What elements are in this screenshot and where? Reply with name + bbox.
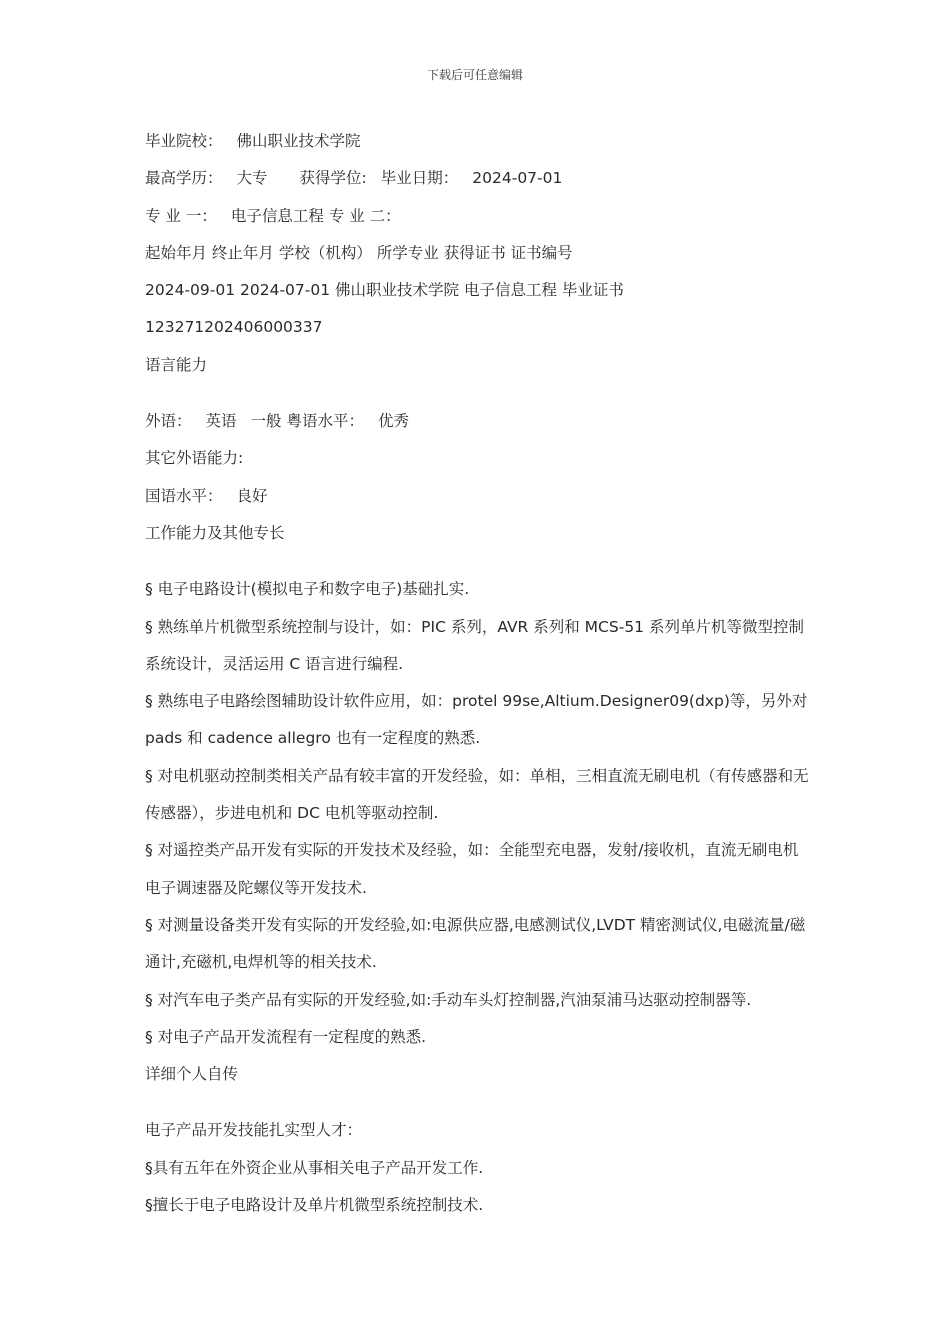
- skill-item: § 对汽车电子类产品有实际的开发经验,如:手动车头灯控制器,汽油泵浦马达驱动控制器等.: [145, 990, 752, 1009]
- degree-line: [145, 160, 810, 197]
- mandarin-line: [145, 478, 810, 515]
- skill-item: § 对遥控类产品开发有实际的开发技术及经验，如：全能型充电器，发射/接收机，直流无刷电机电子调速器及陀螺仪等开发技术.: [145, 841, 799, 897]
- autobiography-intro: 电子产品开发技能扎实型人才：: [145, 1121, 363, 1140]
- skill-item: § 熟练电子电路绘图辅助设计软件应用，如：protel 99se,Altium.Designer09(dxp)等，另外对 pads 和 cadence allegro 也有一定程度的熟悉.: [145, 692, 808, 748]
- grad-date-value: 2024-07-01: [472, 169, 563, 188]
- cantonese-value: 优秀: [378, 412, 410, 431]
- foreign-language-line: [145, 403, 810, 440]
- history-header: 起始年月 终止年月 学校（机构） 所学专业 获得证书 证书编号: [145, 243, 573, 262]
- other-language-line: 其它外语能力:: [145, 449, 244, 468]
- school-value: 佛山职业技术学院: [236, 132, 361, 150]
- history-row: 2024-09-01 2024-07-01 佛山职业技术学院 电子信息工程 毕业证书: [145, 281, 624, 300]
- autobiography-item: §具有五年在外资企业从事相关电子产品开发工作.: [145, 1158, 484, 1177]
- skill-item: § 熟练单片机微型系统控制与设计，如：PIC 系列，AVR 系列和 MCS-51 系列单片机等微型控制系统设计，灵活运用 C 语言进行编程.: [145, 617, 804, 673]
- school-line: [145, 123, 810, 160]
- header-note: 下载后可任意编辑: [426, 68, 523, 82]
- major1-value: 电子信息工程: [230, 206, 324, 225]
- autobiography-item: §擅长于电子电路设计及单片机微型系统控制技术.: [145, 1196, 484, 1215]
- mandarin-label: 国语水平：: [145, 486, 223, 505]
- autobiography-section-title: 详细个人自传: [145, 1065, 239, 1084]
- mandarin-value: 良好: [236, 486, 268, 505]
- resume-content: [145, 123, 810, 1224]
- major-line: [145, 198, 810, 235]
- major1-label: 专 业 一：: [145, 206, 217, 225]
- skill-item: § 对电机驱动控制类相关产品有较丰富的开发经验，如：单相，三相直流无刷电机（有传感器和无传感器），步进电机和 DC 电机等驱动控制.: [145, 766, 809, 823]
- degree-value: 大专: [236, 169, 268, 188]
- skills-section-title: 工作能力及其他专长: [145, 523, 285, 542]
- foreign-value: 英语: [205, 412, 237, 431]
- foreign-label: 外语：: [145, 412, 192, 431]
- skill-item: § 对电子产品开发流程有一定程度的熟悉.: [145, 1027, 427, 1046]
- language-section-title: 语言能力: [145, 355, 208, 374]
- major2-label: 专 业 二：: [328, 206, 401, 225]
- degree-label: 最高学历：: [145, 169, 223, 188]
- grad-date-label: 毕业日期：: [380, 169, 459, 188]
- skill-item: § 对测量设备类开发有实际的开发经验,如:电源供应器,电感测试仪,LVDT 精密测试仪,电磁流量/磁通计,充磁机,电焊机等的相关技术.: [145, 915, 806, 972]
- cantonese-label: 粤语水平：: [286, 412, 364, 431]
- diploma-label: 获得学位:: [299, 169, 367, 188]
- certificate-number: 123271202406000337: [145, 318, 323, 337]
- school-label: 毕业院校：: [145, 132, 223, 150]
- foreign-level: 一般: [250, 412, 282, 431]
- skill-item: § 电子电路设计(模拟电子和数字电子)基础扎实.: [145, 580, 470, 599]
